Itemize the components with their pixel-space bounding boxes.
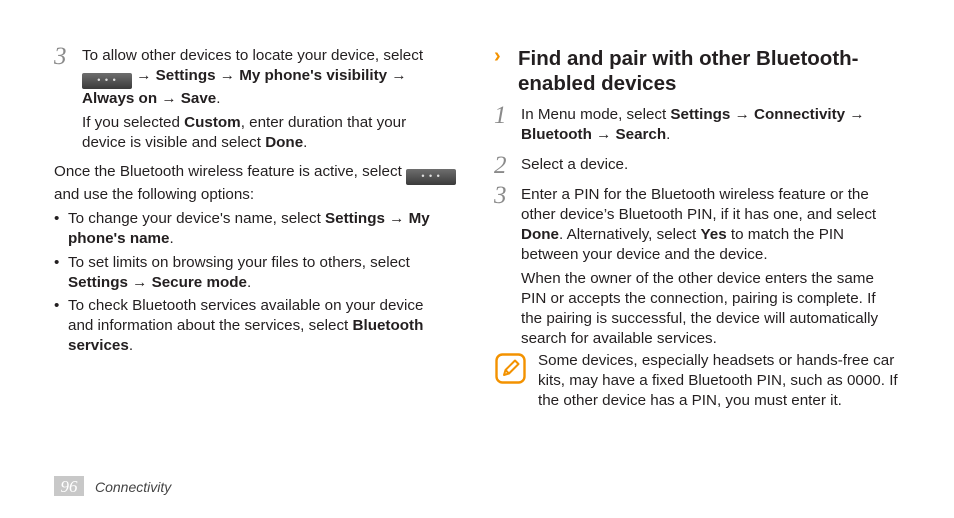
arrow: → (157, 90, 181, 107)
punctuation: . (246, 274, 252, 291)
step-line (521, 125, 911, 145)
text: In Menu mode, select (521, 106, 671, 123)
intro-line (54, 162, 464, 185)
menu-term: Settings (68, 274, 128, 291)
bullet-item (68, 253, 448, 293)
heading-line: Find and pair with other Bluetooth- (518, 47, 859, 70)
step-3-text (82, 46, 452, 153)
text: . Alternatively, select (558, 226, 701, 243)
punctuation: . (666, 126, 671, 143)
step-line: search for available services. (521, 330, 717, 347)
step-number: 1 (494, 102, 507, 129)
punctuation: . (128, 337, 134, 354)
step-line: To allow other devices to locate your device, select (82, 47, 424, 64)
menu-term: Done (521, 226, 559, 243)
bullet-line (68, 209, 448, 229)
menu-term: My (408, 210, 430, 227)
text: , enter duration that your (240, 114, 407, 131)
step-1-text (521, 105, 911, 145)
note-line: Some devices, especially headsets or hands-free car (538, 352, 895, 369)
bullet-dot: • (54, 254, 60, 271)
step-number: 3 (54, 43, 67, 70)
bullet-item (68, 296, 448, 356)
menu-term: Done (265, 134, 304, 151)
step-number: 2 (494, 152, 507, 179)
text: If you selected (82, 114, 185, 131)
menu-key-icon: • • • (82, 73, 132, 89)
section-label: Connectivity (95, 479, 172, 495)
arrow: → (215, 67, 240, 84)
note-text (538, 351, 908, 411)
menu-term: Custom (184, 114, 241, 131)
step-line (82, 66, 452, 89)
text: device is visible and select (82, 134, 266, 151)
intro-paragraph (54, 162, 464, 205)
intro-line: and use the following options: (54, 186, 255, 203)
menu-key-icon: • • • (406, 169, 456, 185)
bullet-dot: • (54, 297, 60, 314)
heading-chevron-icon: › (494, 45, 501, 67)
step-line (82, 133, 452, 153)
step-number: 3 (494, 182, 507, 209)
arrow: → (591, 126, 616, 143)
menu-term: Yes (700, 226, 727, 243)
arrow: → (730, 106, 754, 123)
step-line: the pairing is successful, the device will automatically (521, 310, 879, 327)
bullet-dot: • (54, 210, 60, 227)
menu-term: My phone's visibility (239, 67, 388, 84)
arrow: → (387, 67, 407, 84)
arrow: → (127, 274, 152, 291)
menu-term: Settings (155, 67, 216, 84)
bullet-item (68, 209, 448, 249)
menu-term: Bluetooth (521, 126, 592, 143)
step-line: other device’s Bluetooth PIN, if it has one, and select (521, 206, 877, 223)
menu-term: services (68, 337, 129, 354)
menu-term: Search (615, 126, 667, 143)
punctuation: . (216, 90, 221, 107)
menu-term: Settings (325, 210, 385, 227)
text: to match the PIN (726, 226, 845, 243)
note-line: kits, may have a fixed Bluetooth PIN, such as 0000. If (538, 372, 898, 389)
bullet-line (68, 316, 448, 336)
bullet-line (68, 336, 448, 356)
text: To change your device's name, select (68, 210, 326, 227)
menu-term: Connectivity (753, 106, 846, 123)
step-line (521, 105, 911, 125)
arrow: → (384, 210, 409, 227)
step-line (82, 113, 452, 133)
menu-term: Settings (670, 106, 731, 123)
step-3-text (521, 185, 916, 349)
text: and information about the services, select (68, 317, 353, 334)
step-2-text: Select a device. (521, 156, 629, 173)
step-line: between your device and the device. (521, 246, 768, 263)
step-line (82, 89, 452, 109)
arrow: → (132, 67, 156, 84)
menu-term: Always on (82, 90, 158, 107)
bullet-line: To check Bluetooth services available on your device (68, 297, 424, 314)
text: Once the Bluetooth wireless feature is active, select (54, 163, 402, 180)
arrow: → (845, 106, 865, 123)
note-line: the other device has a PIN, you must enter it. (538, 392, 842, 409)
step-line (521, 225, 916, 245)
menu-term: phone's name (68, 230, 170, 247)
menu-term: Save (180, 90, 217, 107)
bullet-line (68, 229, 448, 249)
page-number: 96 (54, 476, 84, 496)
note-pencil-icon (495, 353, 526, 390)
section-heading (518, 46, 918, 96)
bullet-line (68, 273, 448, 293)
heading-line: enabled devices (518, 72, 677, 95)
step-line: When the owner of the other device enters the same (521, 270, 874, 287)
step-line: Enter a PIN for the Bluetooth wireless feature or the (521, 186, 869, 203)
bullet-line: To set limits on browsing your files to others, select (68, 254, 410, 271)
punctuation: . (303, 134, 308, 151)
punctuation: . (169, 230, 174, 247)
menu-term: Bluetooth (352, 317, 424, 334)
menu-term: Secure mode (151, 274, 247, 291)
step-line: PIN or accepts the connection, pairing is complete. If (521, 290, 876, 307)
